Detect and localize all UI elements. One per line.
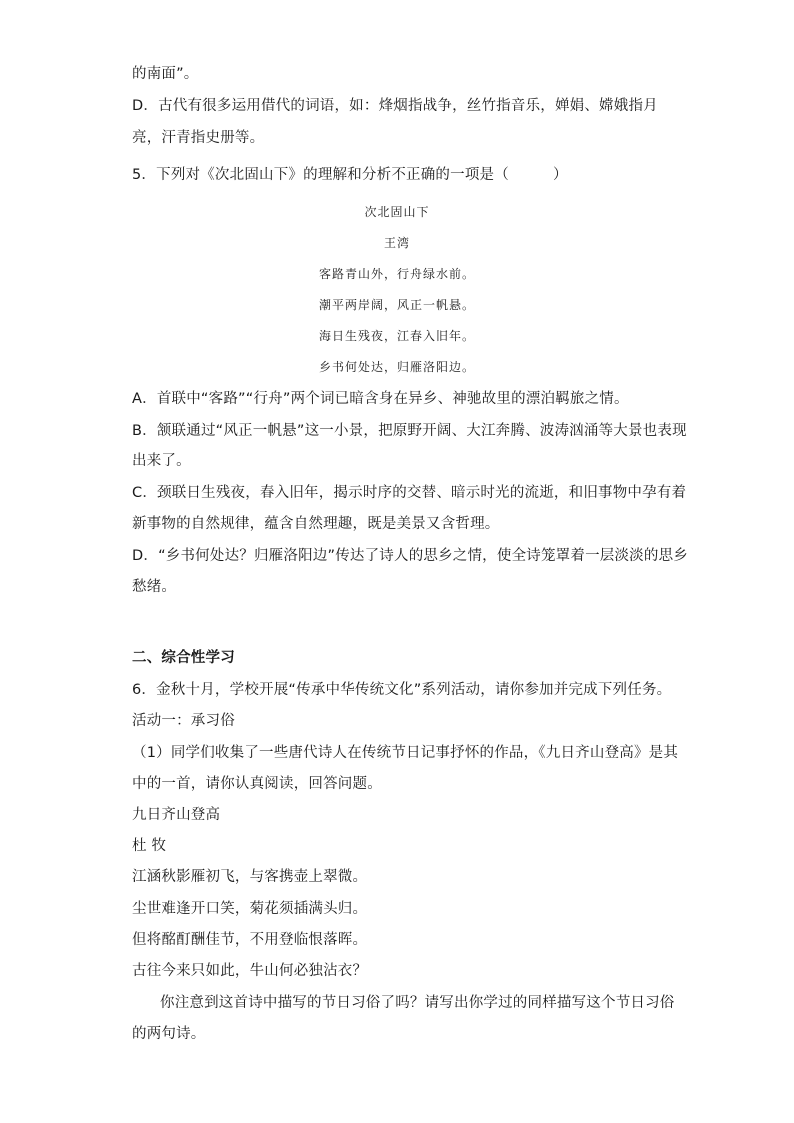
option-d-line-2: 亮，汗青指史册等。 [132,130,265,146]
question-5: 5．下列对《次北固山下》的理解和分析不正确的一项是（ ） [132,167,568,183]
section-heading: 二、综合性学习 [132,650,235,666]
question-line-1: 你注意到这首诗中描写的节日习俗了吗？请写出你学过的同样描写这个节日习俗 [160,995,675,1011]
text-line: 的南面”。 [132,66,199,82]
poem-line: 乡书何处达，归雁洛阳边。 [318,360,475,374]
option-c-line-2: 新事物的自然规律，蕴含自然理趣，既是美景又含哲理。 [132,516,500,532]
activity-title: 活动一：承习俗 [132,713,235,729]
option-d-line-1: D．“乡书何处达？归雁洛阳边”传达了诗人的思乡之情，使全诗笼罩着一层淡淡的思乡 [132,548,688,564]
option-d-line-2: 愁绪。 [132,579,177,595]
sub-question-line-2: 中的一首，请你认真阅读，回答问题。 [132,776,382,792]
option-c-line-1: C．颈联日生残夜，春入旧年，揭示时序的交替、暗示时光的流逝，和旧事物中孕有着 [132,485,687,501]
option-b-line-2: 出来了。 [132,453,191,469]
poem-title: 次北固山下 [364,205,430,219]
poem2-line: 江涵秋影雁初飞，与客携壶上翠微。 [132,869,368,885]
poem2-line: 尘世难逢开口笑，菊花须插满头归。 [132,901,368,917]
poem-line: 潮平两岸阔，风正一帆悬。 [318,298,475,312]
option-a: A．首联中“客路”“行舟”两个词已暗含身在异乡、神驰故里的漂泊羁旅之情。 [132,391,629,407]
sub-question-line-1: （1）同学们收集了一些唐代诗人在传统节日记事抒怀的作品，《九日齐山登高》是其 [132,745,679,761]
poem2-author: 杜 牧 [132,838,167,854]
poem2-title: 九日齐山登高 [132,807,221,823]
question-6: 6．金秋十月，学校开展“传承中华传统文化”系列活动，请你参加并完成下列任务。 [132,682,672,698]
option-d-line-1: D．古代有很多运用借代的词语，如：烽烟指战争，丝竹指音乐，婵娟、嫦娥指月 [132,98,658,114]
poem-line: 客路青山外，行舟绿水前。 [318,267,475,281]
option-b-line-1: B．颔联通过“风正一帆悬”这一小景，把原野开阔、大江奔腾、波涛汹涌等大景也表现 [132,423,687,439]
poem2-line: 但将酩酊酬佳节，不用登临恨落晖。 [132,932,368,948]
poem-line: 海日生残夜，江春入旧年。 [318,329,475,343]
poem2-line: 古往今来只如此，牛山何必独沾衣？ [132,963,368,979]
question-line-2: 的两句诗。 [132,1026,206,1042]
poem-author: 王湾 [383,236,410,250]
